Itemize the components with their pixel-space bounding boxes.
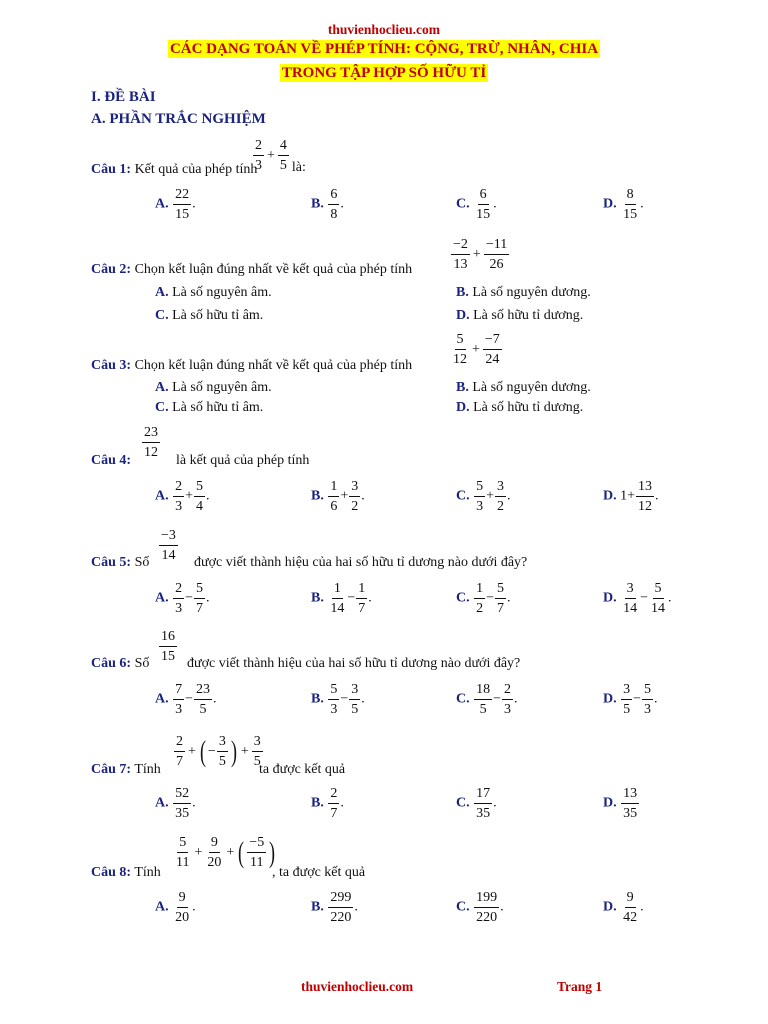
fraction: [278, 137, 289, 174]
left-paren: (: [238, 835, 245, 869]
question-4-label: Câu 4:: [91, 453, 132, 468]
fraction: [328, 889, 353, 926]
option-text: Là số hữu tỉ dương.: [473, 308, 584, 323]
fraction: [484, 236, 509, 273]
option-label: A.: [155, 691, 169, 707]
fraction: [253, 137, 264, 174]
option-label: D.: [603, 488, 617, 504]
numerator: 22: [173, 186, 191, 205]
option-label: D.: [603, 899, 617, 915]
fraction: [328, 186, 339, 223]
fraction: [194, 478, 205, 515]
fraction: [636, 478, 654, 515]
question-6-text: được viết thành hiệu của hai số hữu tỉ dương nào dưới đây?: [187, 656, 521, 671]
denominator: 3: [175, 702, 183, 717]
denominator: 6: [330, 499, 338, 514]
question-7-label: Câu 7:: [91, 762, 132, 777]
fraction: [356, 580, 367, 617]
fraction: [642, 681, 653, 718]
title-line-1-text: CÁC DẠNG TOÁN VỀ PHÉP TÍNH: CỘNG, TRỪ, NHÂN, CHIA: [169, 41, 599, 57]
numerator: 5: [194, 580, 205, 599]
question-5-text-before: Số: [134, 555, 150, 570]
denominator: 220: [330, 910, 352, 925]
numerator: 199: [474, 889, 499, 908]
numerator: 2: [502, 681, 513, 700]
numerator: 2: [253, 137, 264, 156]
question-8-label: Câu 8:: [91, 865, 132, 880]
question-5-option-b[interactable]: B. $\frac{1}{14}$ − $\frac{1}{7}$ .: [311, 581, 372, 616]
denominator: 13: [453, 257, 468, 272]
denominator: 35: [623, 806, 638, 821]
denominator: 5: [218, 754, 226, 769]
fraction: [495, 580, 506, 617]
numerator: 13: [621, 785, 639, 804]
option-label: D.: [603, 590, 617, 606]
numerator: 4: [278, 137, 289, 156]
numerator: 1: [356, 580, 367, 599]
denominator: 12: [453, 352, 467, 367]
question-4-option-c[interactable]: C. $\frac{5}{3}$ + $\frac{3}{2}$ .: [456, 479, 511, 514]
fraction: [173, 478, 184, 515]
question-4-option-d[interactable]: D. 1+ $\frac{13}{12}$ .: [603, 479, 659, 514]
numerator: 6: [328, 186, 339, 205]
question-3-label: Câu 3:: [91, 358, 132, 373]
denominator: 220: [476, 910, 498, 925]
option-label: C.: [456, 795, 470, 811]
question-5-label: Câu 5:: [91, 555, 132, 570]
question-6-value: [158, 628, 178, 665]
fraction: [621, 889, 639, 926]
operator: −: [347, 590, 356, 606]
question-4-value: [141, 424, 161, 461]
whole-number: 1: [620, 488, 628, 504]
question-8-option-b[interactable]: B. $\frac{299}{220}$ .: [311, 890, 358, 925]
operator: −: [493, 691, 502, 707]
fraction: [483, 331, 502, 368]
numerator: 3: [625, 580, 636, 599]
option-label: B.: [456, 285, 469, 300]
fraction: [474, 785, 492, 822]
numerator: 9: [625, 889, 636, 908]
fraction: [174, 834, 191, 871]
fraction: [474, 889, 499, 926]
option-label: C.: [155, 308, 169, 323]
option-label: C.: [456, 488, 470, 504]
option-label: B.: [311, 795, 324, 811]
denominator: 3: [330, 702, 338, 717]
right-paren: ): [269, 835, 276, 869]
numerator: 17: [474, 785, 492, 804]
fraction: [474, 478, 485, 515]
fraction: [502, 681, 513, 718]
operator: −: [633, 691, 642, 707]
option-label: B.: [311, 691, 324, 707]
question-8-text-before: Tính: [134, 865, 161, 880]
fraction: [159, 628, 177, 665]
numerator: 8: [625, 186, 636, 205]
operator: +: [472, 341, 480, 357]
question-1-option-a[interactable]: A. $\frac{22}{15}$ .: [155, 187, 196, 222]
denominator: 11: [176, 855, 190, 870]
denominator: 3: [476, 499, 484, 514]
numerator: 13: [636, 478, 654, 497]
numerator: 18: [474, 681, 492, 700]
numerator: 16: [159, 628, 177, 647]
question-6-option-c[interactable]: C. $\frac{18}{5}$ − $\frac{2}{3}$ .: [456, 682, 518, 717]
numerator: −7: [483, 331, 502, 350]
question-2-option-b[interactable]: [456, 284, 591, 302]
question-1-text: Kết quả của phép tính: [134, 162, 258, 177]
option-label: A.: [155, 196, 169, 212]
question-8-expression: [173, 834, 277, 871]
numerator: −2: [451, 236, 470, 255]
option-text: Là số hữu tỉ dương.: [473, 400, 584, 415]
question-2-option-c[interactable]: [155, 307, 263, 325]
question-4-option-a[interactable]: A. $\frac{2}{3}$ + $\frac{5}{4}$ .: [155, 479, 210, 514]
question-5-option-d[interactable]: D. $\frac{3}{14}$ − $\frac{5}{14}$ .: [603, 581, 672, 616]
question-2-expression: [450, 236, 510, 273]
question-7: [91, 761, 161, 779]
site-name-header: thuvienhoclieu.com: [327, 22, 441, 37]
denominator: 15: [161, 649, 175, 664]
question-1-option-c[interactable]: C. $\frac{6}{15}$ .: [456, 187, 497, 222]
question-3-text: Chọn kết luận đúng nhất về kết quả của phép tính: [134, 358, 413, 373]
option-label: A.: [155, 590, 169, 606]
denominator: 5: [479, 702, 487, 717]
denominator: 35: [476, 806, 491, 821]
numerator: 2: [173, 580, 184, 599]
numerator: 2: [328, 785, 339, 804]
denominator: 3: [255, 158, 262, 173]
question-7-option-c[interactable]: C. $\frac{17}{35}$ .: [456, 786, 497, 821]
option-label: B.: [456, 380, 469, 395]
fraction: [474, 580, 485, 617]
fraction: [349, 478, 360, 515]
numerator: 5: [474, 478, 485, 497]
question-5-text: được viết thành hiệu của hai số hữu tỉ dương nào dưới đây?: [194, 555, 528, 570]
numerator: 23: [142, 424, 160, 443]
question-2-option-a[interactable]: [155, 284, 272, 302]
operator: −: [185, 590, 194, 606]
denominator: 12: [144, 445, 158, 460]
option-label: A.: [155, 285, 169, 300]
denominator: 3: [504, 702, 512, 717]
numerator: 1: [332, 580, 343, 599]
option-label: D.: [456, 308, 470, 323]
numerator: 5: [328, 681, 339, 700]
denominator: 42: [623, 910, 638, 925]
fraction: [328, 681, 339, 718]
denominator: 14: [623, 601, 638, 616]
denominator: 5: [279, 158, 287, 173]
question-2-text: Chọn kết luận đúng nhất về kết quả của phép tính: [134, 262, 413, 277]
numerator: 5: [177, 834, 188, 853]
option-label: D.: [456, 400, 470, 415]
question-1-option-b[interactable]: B. $\frac{6}{8}$ .: [311, 187, 344, 222]
numerator: 5: [455, 331, 466, 350]
option-label: A.: [155, 380, 169, 395]
question-6-option-b[interactable]: B. $\frac{5}{3}$ − $\frac{3}{5}$ .: [311, 682, 365, 717]
denominator: 2: [497, 499, 505, 514]
question-5: [91, 554, 149, 572]
fraction: [217, 733, 228, 770]
question-5-option-c[interactable]: C. $\frac{1}{2}$ − $\frac{5}{7}$ .: [456, 581, 511, 616]
question-2-option-d[interactable]: [456, 307, 583, 325]
denominator: 2: [351, 499, 359, 514]
denominator: 35: [175, 806, 190, 821]
question-3-option-d[interactable]: [456, 399, 583, 417]
question-2: [91, 261, 412, 279]
numerator: 52: [173, 785, 191, 804]
fraction: [474, 681, 492, 718]
fraction: [173, 580, 184, 617]
numerator: 6: [478, 186, 489, 205]
denominator: 20: [175, 910, 190, 925]
fraction: [649, 580, 667, 617]
denominator: 12: [638, 499, 653, 514]
numerator: 3: [349, 681, 360, 700]
fraction: [173, 889, 191, 926]
question-7-expression: [173, 733, 264, 770]
fraction: [173, 785, 191, 822]
question-1-expression: [252, 137, 306, 174]
operator: −: [486, 590, 495, 606]
fraction: [474, 186, 492, 223]
option-label: D.: [603, 196, 617, 212]
operator: +: [226, 844, 235, 860]
numerator: 299: [328, 889, 353, 908]
numerator: 3: [252, 733, 263, 752]
option-label: C.: [456, 196, 470, 212]
fraction: [328, 478, 339, 515]
question-4: [91, 452, 131, 470]
operator: −: [185, 691, 194, 707]
numerator: 7: [173, 681, 184, 700]
operator: −: [640, 590, 649, 606]
numerator: 3: [621, 681, 632, 700]
denominator: 14: [161, 548, 176, 563]
operator: +: [267, 147, 275, 163]
left-paren: (: [199, 734, 206, 768]
fraction: [173, 681, 184, 718]
fraction: [205, 834, 223, 871]
option-label: C.: [155, 400, 169, 415]
option-label: D.: [603, 795, 617, 811]
numerator: −11: [484, 236, 509, 255]
operator: +: [188, 743, 196, 759]
numerator: 5: [642, 681, 653, 700]
numerator: 5: [653, 580, 664, 599]
fraction: [194, 580, 205, 617]
question-4-option-b[interactable]: B. $\frac{1}{6}$ + $\frac{3}{2}$ .: [311, 479, 365, 514]
option-label: B.: [311, 488, 324, 504]
question-1-label: Câu 1:: [91, 162, 132, 177]
operator: +: [194, 844, 203, 860]
question-6: [91, 655, 149, 673]
denominator: 15: [476, 207, 491, 222]
question-6-text-before: Số: [134, 656, 150, 671]
question-6-label: Câu 6:: [91, 656, 132, 671]
question-3-option-c[interactable]: [155, 399, 263, 417]
denominator: 5: [199, 702, 207, 717]
numerator: 5: [194, 478, 205, 497]
operator: +: [472, 246, 481, 262]
numerator: −5: [247, 834, 266, 853]
fraction: [159, 527, 178, 564]
fraction: [247, 834, 266, 871]
footer-page-number: Trang 1: [557, 979, 603, 994]
denominator: 15: [175, 207, 190, 222]
denominator: 11: [250, 855, 264, 870]
denominator: 7: [176, 754, 183, 769]
option-label: A.: [155, 899, 169, 915]
question-7-option-b[interactable]: B. $\frac{2}{7}$ .: [311, 786, 344, 821]
fraction: [142, 424, 160, 461]
fraction: [621, 785, 639, 822]
question-4-text: là kết quả của phép tính: [176, 453, 310, 468]
denominator: 5: [351, 702, 359, 717]
option-text: Là số nguyên dương.: [472, 380, 591, 395]
question-1: [91, 161, 257, 179]
denominator: 5: [623, 702, 631, 717]
option-label: B.: [311, 899, 324, 915]
question-3-expression: [450, 331, 503, 368]
fraction: [451, 331, 469, 368]
title-line-2-text: TRONG TẬP HỢP SỐ HỮU TỈ: [281, 65, 487, 81]
question-7-text: ta được kết quả: [259, 762, 346, 777]
denominator: 7: [358, 601, 366, 616]
numerator: 5: [495, 580, 506, 599]
negative-sign: −: [207, 743, 216, 759]
option-text: Là số hữu tỉ âm.: [172, 400, 264, 415]
fraction: [495, 478, 506, 515]
question-6-option-a[interactable]: A. $\frac{7}{3}$ − $\frac{23}{5}$ .: [155, 682, 217, 717]
denominator: 4: [196, 499, 204, 514]
operator: +: [627, 488, 636, 504]
question-3-option-a[interactable]: [155, 379, 272, 397]
fraction: [174, 733, 185, 770]
option-label: C.: [456, 590, 470, 606]
question-6-option-d[interactable]: D. $\frac{3}{5}$ − $\frac{5}{3}$ .: [603, 682, 658, 717]
option-label: A.: [155, 795, 169, 811]
denominator: 24: [485, 352, 500, 367]
question-8: [91, 864, 161, 882]
footer-site-name: thuvienhoclieu.com: [301, 979, 414, 994]
subsection-heading: A. PHẦN TRẮC NGHIỆM: [91, 111, 266, 127]
numerator: 2: [174, 733, 185, 752]
option-label: C.: [456, 691, 470, 707]
question-1-text-after: là:: [291, 159, 306, 175]
question-8-option-d[interactable]: D. $\frac{9}{42}$ .: [603, 890, 644, 925]
numerator: 1: [328, 478, 339, 497]
question-3-option-b[interactable]: [456, 379, 591, 397]
option-label: B.: [311, 590, 324, 606]
right-paren: ): [230, 734, 237, 768]
denominator: 3: [175, 499, 183, 514]
numerator: 23: [194, 681, 212, 700]
operator: +: [185, 488, 194, 504]
denominator: 7: [196, 601, 204, 616]
denominator: 2: [476, 601, 484, 616]
denominator: 14: [330, 601, 345, 616]
denominator: 3: [644, 702, 652, 717]
fraction: [349, 681, 360, 718]
fraction: [621, 580, 639, 617]
question-3: [91, 357, 412, 375]
fraction: [328, 785, 339, 822]
numerator: −3: [159, 527, 178, 546]
question-7-text-before: Tính: [134, 762, 161, 777]
option-label: B.: [311, 196, 324, 212]
option-text: Là số hữu tỉ âm.: [172, 308, 264, 323]
fraction: [621, 681, 632, 718]
fraction: [173, 186, 191, 223]
fraction: [451, 236, 470, 273]
operator: +: [240, 743, 249, 759]
question-8-option-a[interactable]: A. $\frac{9}{20}$ .: [155, 890, 196, 925]
option-label: D.: [603, 691, 617, 707]
numerator: 9: [177, 889, 188, 908]
numerator: 3: [217, 733, 228, 752]
numerator: 9: [209, 834, 220, 853]
fraction: [328, 580, 346, 617]
fraction: [194, 681, 212, 718]
operator: +: [486, 488, 495, 504]
denominator: 8: [330, 207, 338, 222]
question-7-option-d[interactable]: [603, 785, 640, 822]
option-text: Là số nguyên âm.: [172, 380, 272, 395]
title-line-1: [0, 41, 768, 58]
question-1-option-d[interactable]: D. $\frac{8}{15}$ .: [603, 187, 644, 222]
operator: −: [340, 691, 349, 707]
question-8-text: , ta được kết quả: [272, 865, 366, 880]
title-line-2: [0, 65, 768, 82]
option-label: A.: [155, 488, 169, 504]
option-text: Là số nguyên dương.: [472, 285, 591, 300]
denominator: 7: [497, 601, 505, 616]
question-7-option-a[interactable]: A. $\frac{52}{35}$ .: [155, 786, 196, 821]
fraction: [621, 186, 639, 223]
question-8-option-c[interactable]: C. $\frac{199}{220}$ .: [456, 890, 504, 925]
denominator: 26: [489, 257, 504, 272]
denominator: 14: [651, 601, 666, 616]
denominator: 3: [175, 601, 183, 616]
numerator: 3: [349, 478, 360, 497]
numerator: 1: [474, 580, 485, 599]
numerator: 2: [173, 478, 184, 497]
question-2-label: Câu 2:: [91, 262, 132, 277]
denominator: 5: [253, 754, 261, 769]
numerator: 3: [495, 478, 506, 497]
denominator: 15: [623, 207, 638, 222]
option-label: C.: [456, 899, 470, 915]
option-text: Là số nguyên âm.: [172, 285, 272, 300]
question-5-option-a[interactable]: A. $\frac{2}{3}$ − $\frac{5}{7}$ .: [155, 581, 210, 616]
denominator: 7: [330, 806, 338, 821]
section-heading: I. ĐỀ BÀI: [91, 89, 156, 105]
operator: +: [340, 488, 349, 504]
question-5-value: [158, 527, 179, 564]
denominator: 20: [207, 855, 222, 870]
